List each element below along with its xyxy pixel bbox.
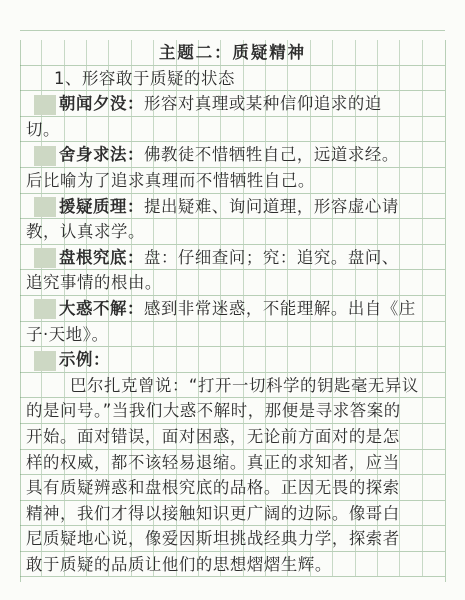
entry-row: [20, 91, 445, 117]
paragraph-line: 开始。面对错误，面对困惑，无论前方面对的是怎: [26, 426, 400, 446]
paragraph-row: [20, 373, 445, 399]
entry-row: [20, 142, 445, 168]
paragraph-row: [20, 450, 445, 476]
paragraph-line: 具有质疑辨惑和盘根究底的品格。正因无畏的探索: [26, 478, 400, 498]
entry-definition-continued: 切。: [26, 119, 60, 139]
title-row: [20, 40, 445, 66]
entry-definition: 形容对真理或某种信仰追求的迫: [143, 94, 382, 114]
entry-row: [20, 245, 445, 271]
entry-definition: 佛教徒不惜牺牲自己，远道求经。: [143, 145, 399, 165]
entry-row-continued: [20, 219, 445, 245]
entry-definition-continued: 教，认真求学。: [26, 222, 145, 242]
paragraph-row: [20, 424, 445, 450]
entry-row-continued: [20, 117, 445, 143]
paragraph-line: 尼质疑地心说，像爱因斯坦挑战经典力学，探索者: [26, 529, 400, 549]
highlight-mark: [34, 248, 56, 268]
highlight-mark: [34, 146, 56, 166]
entry-term: 盘根究底：: [59, 247, 144, 267]
entry-term: 援疑质理：: [59, 196, 144, 216]
paragraph-row: [20, 398, 445, 424]
entry-term: 朝闻夕没：: [59, 94, 144, 114]
paragraph-line: 样的权威，都不该轻易退缩。真正的求知者，应当: [26, 452, 400, 472]
paragraph-line: 巴尔扎克曾说：“打开一切科学的钥匙毫无异议: [70, 375, 419, 395]
entry-row-continued: [20, 270, 445, 296]
paragraph-line: 敢于质疑的品质让他们的思想熠熠生辉。: [26, 554, 332, 574]
entry-row-continued: [20, 322, 445, 348]
entry-row-continued: [20, 168, 445, 194]
entry-definition-continued: 追究事情的根由。: [26, 273, 162, 293]
entry-definition: 盘：仔细查问；究：追究。盘问、: [143, 247, 399, 267]
right-border: [445, 40, 446, 582]
entry-term: 舍身求法：: [59, 145, 144, 165]
paragraph-row: [20, 501, 445, 527]
paragraph-row: [20, 475, 445, 501]
page-title: 主题二：质疑精神: [158, 43, 307, 62]
section-heading: 1、形容敢于质疑的状态: [54, 68, 235, 88]
section-heading-row: [20, 66, 445, 92]
highlight-mark: [34, 197, 56, 217]
example-label: 示例：: [59, 350, 110, 370]
highlight-mark: [34, 95, 56, 115]
paragraph-row: [20, 526, 445, 552]
paragraph-line: 的是问号。”当我们大惑不解时，那便是寻求答案的: [26, 401, 401, 421]
top-gridline: [20, 30, 445, 31]
entry-definition: 感到非常迷惑，不能理解。出自《庄: [143, 298, 416, 318]
example-row: [20, 347, 445, 373]
paragraph-line: 精神，我们才得以接触知识更广阔的边际。像哥白: [26, 503, 400, 523]
grid-sheet: [20, 40, 445, 577]
highlight-mark: [34, 299, 56, 319]
entry-definition: 提出疑难、询问道理，形容虚心请: [143, 196, 399, 216]
paragraph-row: [20, 552, 445, 578]
entry-definition-continued: 子·天地》。: [26, 324, 109, 344]
highlight-mark: [34, 351, 56, 371]
entry-row: [20, 296, 445, 322]
entry-term: 大惑不解：: [59, 298, 144, 318]
entry-row: [20, 194, 445, 220]
entry-definition-continued: 后比喻为了追求真理而不惜牺牲自己。: [26, 170, 315, 190]
